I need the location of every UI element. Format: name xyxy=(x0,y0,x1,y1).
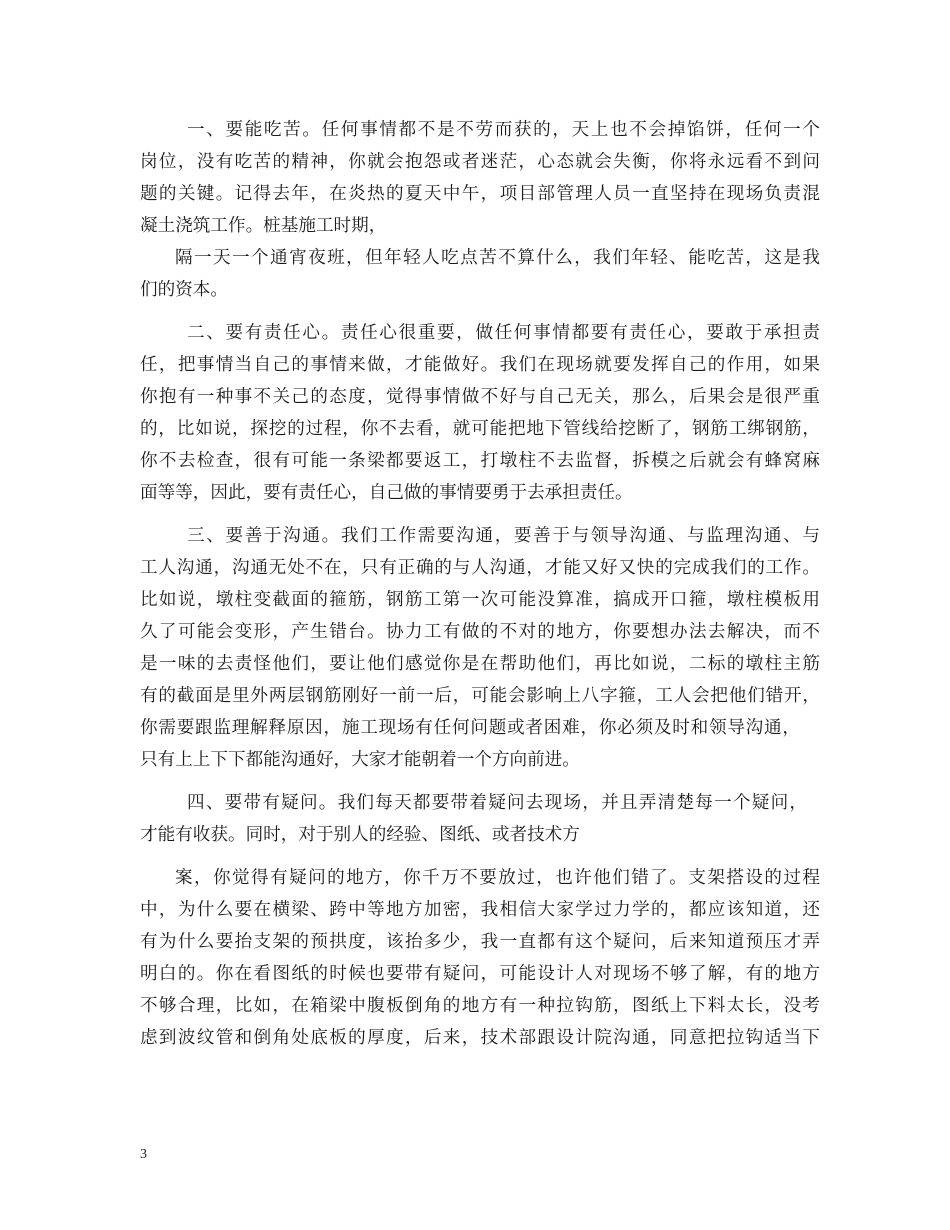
paragraph-6-line-3: 有为什么要抬支架的预拱度，该抬多少，我一直都有这个疑问，后来知道预压才弄 xyxy=(140,932,820,952)
paragraph-4-line-6: 有的截面是里外两层钢筋刚好一前一后，可能会影响上八字箍，工人会把他们错开， xyxy=(140,686,820,706)
paragraph-1-line-2: 岗位，没有吃苦的精神，你就会抱怨或者迷茫，心态就会失衡，你将永远看不到问 xyxy=(140,152,820,172)
paragraph-3-line-4: 的，比如说，探挖的过程，你不去看，就可能把地下管线给挖断了，钢筋工绑钢筋， xyxy=(140,419,820,439)
paragraph-4-line-5: 是一味的去责怪他们，要让他们感觉你是在帮助他们，再比如说，二标的墩柱主筋 xyxy=(140,654,820,674)
paragraph-6-line-2: 中，为什么要在横梁、跨中等地方加密，我相信大家学过力学的，都应该知道，还 xyxy=(140,900,820,920)
paragraph-6-line-1: 案，你觉得有疑问的地方，你千万不要放过，也许他们错了。支架搭设的过程 xyxy=(175,868,820,888)
paragraph-6-line-6: 虑到波纹管和倒角处底板的厚度，后来，技术部跟设计院沟通，同意把拉钩适当下 xyxy=(140,1028,820,1048)
paragraph-4-line-2: 工人沟通，沟通无处不在，只有正确的与人沟通，才能又好又快的完成我们的工作。 xyxy=(140,558,820,578)
paragraph-1-line-1: 一、要能吃苦。任何事情都不是不劳而获的，天上也不会掉馅饼，任何一个 xyxy=(187,120,820,140)
paragraph-4-line-1: 三、要善于沟通。我们工作需要沟通，要善于与领导沟通、与监理沟通、与 xyxy=(187,526,820,546)
paragraph-2-line-1: 隔一天一个通宵夜班，但年轻人吃点苦不算什么，我们年轻、能吃苦，这是我 xyxy=(175,248,820,268)
paragraph-4-line-3: 比如说，墩柱变截面的箍筋，钢筋工第一次可能没算准，搞成开口箍，墩柱模板用 xyxy=(140,590,820,610)
paragraph-4-line-4: 久了可能会变形，产生错台。协力工有做的不对的地方，你要想办法去解决，而不 xyxy=(140,622,820,642)
paragraph-3-line-5: 你不去检查，很有可能一条梁都要返工，打墩柱不去监督，拆模之后就会有蜂窝麻 xyxy=(140,451,820,471)
paragraph-6-line-5: 不够合理，比如，在箱梁中腹板倒角的地方有一种拉钩筋，图纸上下料太长，没考 xyxy=(140,996,820,1016)
paragraph-3-line-2: 任，把事情当自己的事情来做，才能做好。我们在现场就要发挥自己的作用，如果 xyxy=(140,355,820,375)
paragraph-1-line-4: 凝土浇筑工作。桩基施工时期， xyxy=(140,216,387,236)
paragraph-4-line-7: 你需要跟监理解释原因，施工现场有任何问题或者困难，你必须及时和领导沟通， xyxy=(140,718,800,738)
paragraph-6-line-4: 明白的。你在看图纸的时候也要带有疑问，可能设计人对现场不够了解，有的地方 xyxy=(140,964,820,984)
paragraph-3-line-3: 你抱有一种事不关己的态度，觉得事情做不好与自己无关，那么，后果会是很严重 xyxy=(140,387,820,407)
paragraph-2-line-2: 们的资本。 xyxy=(140,280,228,300)
paragraph-3-line-6: 面等等，因此，要有责任心，自己做的事情要勇于去承担责任。 xyxy=(140,483,633,503)
paragraph-3-line-1: 二、要有责任心。责任心很重要，做任何事情都要有责任心，要敢于承担责 xyxy=(187,323,820,343)
paragraph-4-line-8: 只有上上下下都能沟通好，大家才能朝着一个方向前进。 xyxy=(140,750,580,770)
paragraph-5-line-1: 四、要带有疑问。我们每天都要带着疑问去现场，并且弄清楚每一个疑问， xyxy=(187,793,807,813)
page-number: 3 xyxy=(140,1147,147,1162)
paragraph-1-line-3: 题的关键。记得去年，在炎热的夏天中午，项目部管理人员一直坚持在现场负责混 xyxy=(140,184,820,204)
paragraph-5-line-2: 才能有收获。同时，对于别人的经验、图纸、或者技术方 xyxy=(140,825,580,845)
